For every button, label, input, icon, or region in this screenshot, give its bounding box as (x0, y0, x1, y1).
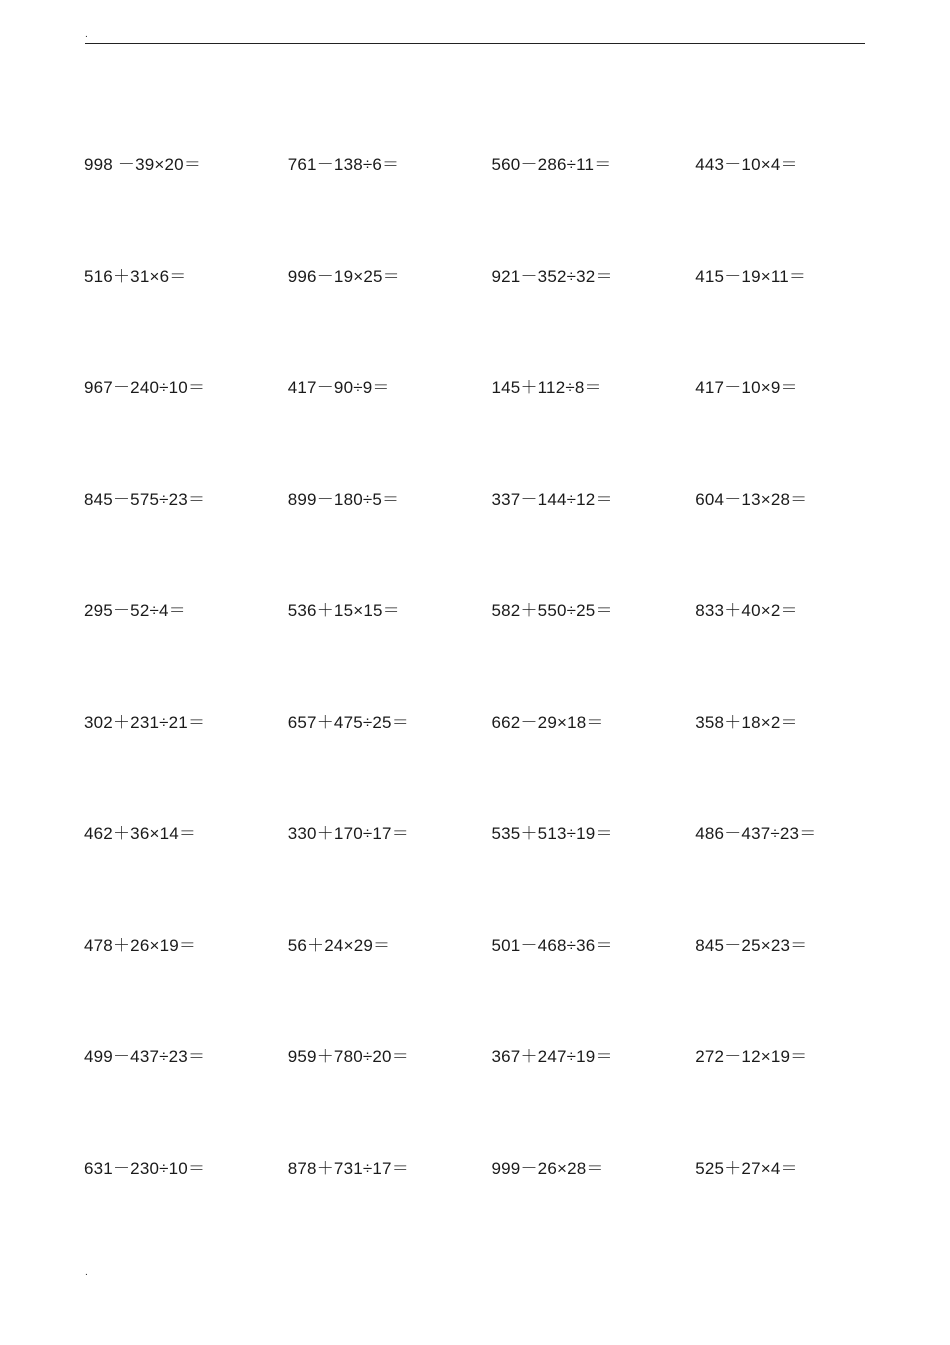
header-mark: . (85, 29, 88, 40)
problem: 272－12×19＝ (695, 1047, 808, 1066)
problem: 582＋550÷25＝ (491, 601, 613, 620)
problem: 899－180÷5＝ (287, 489, 400, 509)
problem-row (84, 1047, 899, 1159)
problem: 501－468÷36＝ (491, 935, 613, 955)
problem: 302＋231÷21＝ (84, 712, 206, 732)
problem: 878＋731÷17＝ (287, 1158, 409, 1178)
problem: 845－575÷23＝ (84, 489, 206, 509)
problem-row (84, 490, 899, 602)
problem: 415－19×11＝ (695, 266, 807, 286)
problem: 560－286÷11＝ (491, 155, 612, 174)
problem: 996－19×25＝ (287, 266, 400, 286)
problem: 845－25×23＝ (695, 935, 808, 955)
problem: 295－52÷4＝ (84, 601, 186, 620)
problem: 525＋27×4＝ (695, 1158, 798, 1178)
problem-grid (84, 155, 899, 1270)
problem: 662－29×18＝ (491, 712, 604, 732)
problem: 536＋15×15＝ (287, 601, 400, 620)
problem: 443－10×4＝ (695, 155, 798, 174)
problem-row (84, 936, 899, 1048)
problem-row (84, 155, 899, 267)
problem: 657＋475÷25＝ (287, 712, 409, 732)
problem: 999－26×28＝ (491, 1158, 604, 1178)
problem: 516＋31×6＝ (84, 266, 187, 286)
problem: 358＋18×2＝ (695, 712, 798, 732)
problem: 604－13×28＝ (695, 489, 808, 509)
problem: 462＋36×14＝ (84, 824, 197, 843)
problem: 967－240÷10＝ (84, 378, 206, 397)
problem: 833＋40×2＝ (695, 601, 798, 620)
problem: 417－10×9＝ (695, 378, 798, 397)
problem: 367＋247÷19＝ (491, 1047, 613, 1066)
problem-row (84, 601, 899, 713)
problem: 56＋24×29＝ (287, 935, 391, 955)
problem: 145＋112÷8＝ (491, 378, 602, 397)
problem-row (84, 713, 899, 825)
problem-row (84, 824, 899, 936)
problem: 959＋780÷20＝ (287, 1047, 409, 1066)
problem: 998 －39×20＝ (84, 155, 202, 174)
problem: 499－437÷23＝ (84, 1047, 206, 1066)
problem-row (84, 267, 899, 379)
problem: 486－437÷23＝ (695, 824, 817, 843)
header-rule (85, 43, 865, 44)
problem: 761－138÷6＝ (287, 155, 400, 174)
problem: 337－144÷12＝ (491, 489, 613, 509)
problem: 417－90÷9＝ (287, 378, 390, 397)
problem: 631－230÷10＝ (84, 1158, 206, 1178)
problem-row (84, 378, 899, 490)
footer-mark: . (85, 1267, 88, 1278)
problem: 921－352÷32＝ (491, 266, 613, 286)
problem: 535＋513÷19＝ (491, 824, 613, 843)
problem: 330＋170÷17＝ (287, 824, 409, 843)
problem: 478＋26×19＝ (84, 935, 197, 955)
problem-row (84, 1159, 899, 1271)
